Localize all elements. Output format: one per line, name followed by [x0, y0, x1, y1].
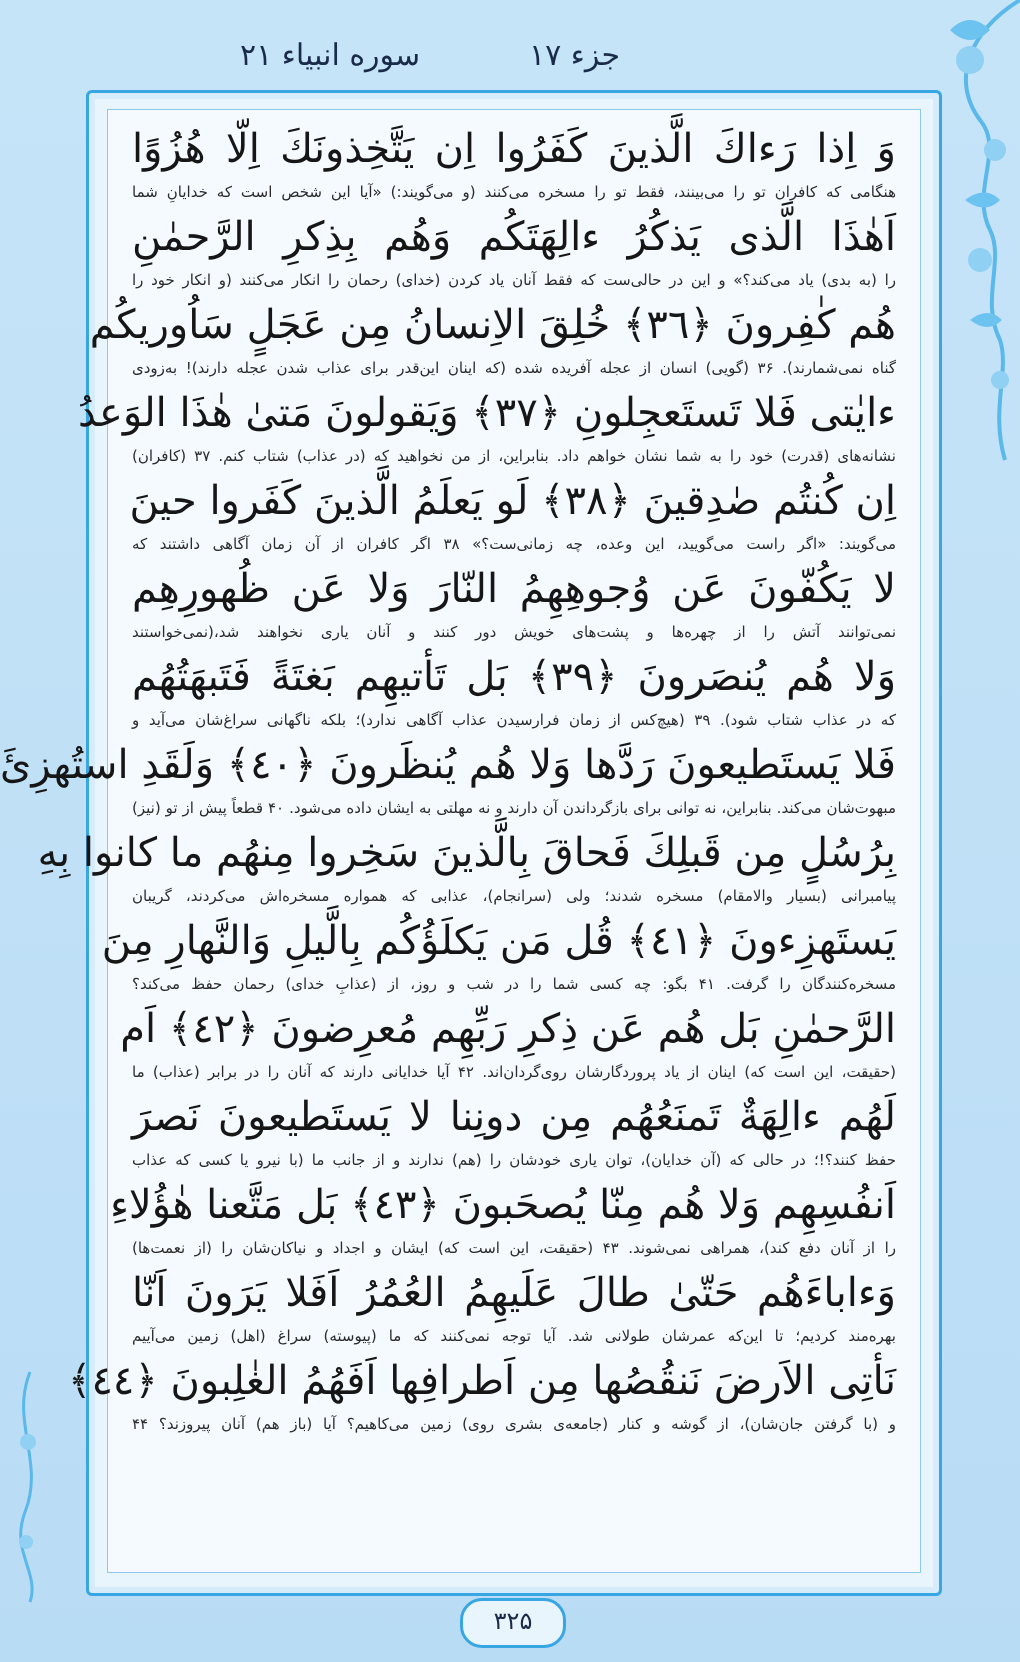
verse-line [110, 1174, 896, 1262]
verse-line [132, 1086, 896, 1174]
verse-line [132, 206, 896, 294]
verse-frame-inner [0, 109, 921, 1573]
verse-line [132, 118, 896, 206]
arabic-text: بِرُسُلٍ مِن قَبلِكَ فَحاقَ بِالَّذينَ سَخِروا مِنهُم ما كانوا بِهِ [37, 830, 896, 876]
persian-translation: نشانه‌های (قدرت) خود را به شما نشان خواهم داد. بنابراین، از من نخواهید که (در عذاب) شتاب کنم. ۳۷ (کافران) [132, 447, 896, 465]
persian-translation: را از آنان دفع کند)، همراهی نمی‌شوند. ۴۳ (حقیقت، این است که) ایشان و اجداد و نیاکان‌شان را (از نعمت‌ها) [132, 1239, 896, 1257]
persian-translation: پیامبرانی (بسیار والامقام) مسخره شدند؛ ولی (سرانجام)، عذابی که همواره مسخره‌اش می‌کردند، گریبان [132, 887, 896, 905]
persian-translation: مسخره‌کنندگان را گرفت. ۴۱ بگو: چه کسی شما را در شب و روز، از (عذابِ خدای) رحمان حفظ می‌کند؟ [132, 975, 896, 993]
verse-line [132, 646, 896, 734]
arabic-text: وَلا هُم يُنصَرونَ ﴿٣٩﴾ بَل تَأتيهِم بَغتَةً فَتَبهَتُهُم [132, 654, 897, 700]
verse-line [37, 822, 896, 910]
arabic-text: ءايٰتى فَلا تَستَعجِلونِ ﴿٣٧﴾ وَيَقولونَ مَتىٰ هٰذَا الوَعدُ [77, 390, 896, 436]
persian-translation: (حقیقت، این است که) اینان از یاد پروردگارشان روی‌گردان‌اند. ۴۲ آیا خدایانی دارند که آنان را در برابر (عذاب) ما [132, 1063, 896, 1081]
juz-label: جزء ۱۷ [529, 38, 620, 73]
verse-line [77, 382, 896, 470]
verse-frame [0, 90, 942, 1596]
arabic-text: الرَّحمٰنِ بَل هُم عَن ذِكرِ رَبِّهِم مُعرِضونَ ﴿٤٢﴾ اَم [120, 1006, 896, 1052]
persian-translation: می‌گویند: «اگر راست می‌گویید، این وعده، چه زمانی‌ست؟» ۳۸ اگر کافران از آن زمان آگاهی داشتند که [132, 535, 896, 553]
persian-translation: را (به بدی) یاد می‌کند؟» و این در حالی‌ست که فقط آنان یاد کردن (خدای) رحمان را انکار می‌کنند (و انکار خود را [132, 271, 896, 289]
verse-line [120, 998, 896, 1086]
verse-line [101, 910, 896, 998]
arabic-text: يَستَهزِءونَ ﴿٤١﴾ قُل مَن يَكلَؤُكُم بِالَّيلِ وَالنَّهارِ مِنَ [101, 918, 896, 964]
arabic-text: اِن كُنتُم صٰدِقينَ ﴿٣٨﴾ لَو يَعلَمُ الَّذينَ كَفَروا حينَ [129, 478, 896, 524]
arabic-text: لَهُم ءالِهَةٌ تَمنَعُهُم مِن دونِنا لا يَستَطيعونَ نَصرَ [132, 1094, 896, 1140]
verse-line [68, 1350, 896, 1438]
arabic-text: اَنفُسِهِم وَلا هُم مِنّا يُصحَبونَ ﴿٤٣﴾ بَل مَتَّعنا هٰؤُلاءِ [110, 1182, 896, 1228]
verse-line [132, 558, 896, 646]
surah-label: سوره انبیاء ۲۱ [240, 38, 421, 73]
persian-translation: گناه نمی‌شمارند). ۳۶ (گویی) انسان از عجله آفریده شده (که اینان این‌قدر برای عذاب شدن عجله دارند)! به‌زودی [132, 359, 896, 377]
verse-line [132, 1262, 896, 1350]
persian-translation: هنگامی که کافران تو را می‌بینند، فقط تو را مسخره می‌کنند (و می‌گویند:) «آیا این شخص است که خدایانِ شما [132, 183, 896, 201]
persian-translation: مبهوت‌شان می‌کند. بنابراین، نه توانی برای بازگرداندن آن دارند و نه مهلتی به ایشان داده می‌شود. ۴۰ قطعاً پیش از تو (نیز) [132, 799, 896, 817]
verse-line [0, 734, 896, 822]
arabic-text: وَ اِذا رَءاكَ الَّذينَ كَفَرُوا اِن يَتَّخِذونَكَ اِلّا هُزُوًا [132, 126, 896, 172]
page-header [240, 38, 620, 78]
floral-ornament-left-icon [0, 1372, 60, 1602]
arabic-text: اَهٰذَا الَّذى يَذكُرُ ءالِهَتَكُم وَهُم بِذِكرِ الرَّحمٰنِ [132, 214, 896, 260]
persian-translation: بهره‌مند کردیم؛ تا این‌که عمرشان طولانی شد. آیا توجه نمی‌کنند که ما (پیوسته) سراغ (اهل) زمین می‌آییم [132, 1327, 896, 1345]
page-number: ۳۲۵ [460, 1598, 566, 1648]
persian-translation: که در عذاب شتاب شود). ۳۹ (هیچ‌کس از زمان فرارسیدن عذاب آگاهی ندارد)؛ بلکه ناگهانی سراغ‌شان می‌آید و [132, 711, 896, 729]
persian-translation: حفظ کنند؟!؛ در حالی که (آن خدایان)، توان یاری خودشان را (هم) ندارند و از جانب ما (با نیرو یا کسی که عذاب [132, 1151, 896, 1169]
arabic-text: نَأتِى الاَرضَ نَنقُصُها مِن اَطرافِها اَفَهُمُ الغٰلِبونَ ﴿٤٤﴾ [68, 1358, 896, 1404]
verse-line [89, 294, 896, 382]
persian-translation: نمی‌توانند آتش را از چهره‌ها و پشت‌های خویش دور کنند و آنان یاری نخواهند شد،(نمی‌خواستند [132, 623, 896, 641]
verses-block [0, 118, 897, 1438]
arabic-text: فَلا يَستَطيعونَ رَدَّها وَلا هُم يُنظَرونَ ﴿٤٠﴾ وَلَقَدِ استُهزِئَ [0, 742, 896, 788]
persian-translation: و (با گرفتن جان‌شان)، از گوشه و کنار (جامعه‌ی بشری روی) زمین می‌کاهیم؟ آیا (باز هم) آنان پیروزند؟ ۴۴ [132, 1415, 896, 1433]
arabic-text: لا يَكُفّونَ عَن وُجوهِهِمُ النّارَ وَلا عَن ظُهورِهِم [132, 566, 896, 612]
arabic-text: هُم كٰفِرونَ ﴿٣٦﴾ خُلِقَ الاِنسانُ مِن عَجَلٍ سَاُوريكُم [89, 302, 896, 348]
arabic-text: وَءاباءَهُم حَتّىٰ طالَ عَلَيهِمُ العُمُرُ اَفَلا يَرَونَ اَنّا [132, 1270, 896, 1316]
verse-line [129, 470, 896, 558]
